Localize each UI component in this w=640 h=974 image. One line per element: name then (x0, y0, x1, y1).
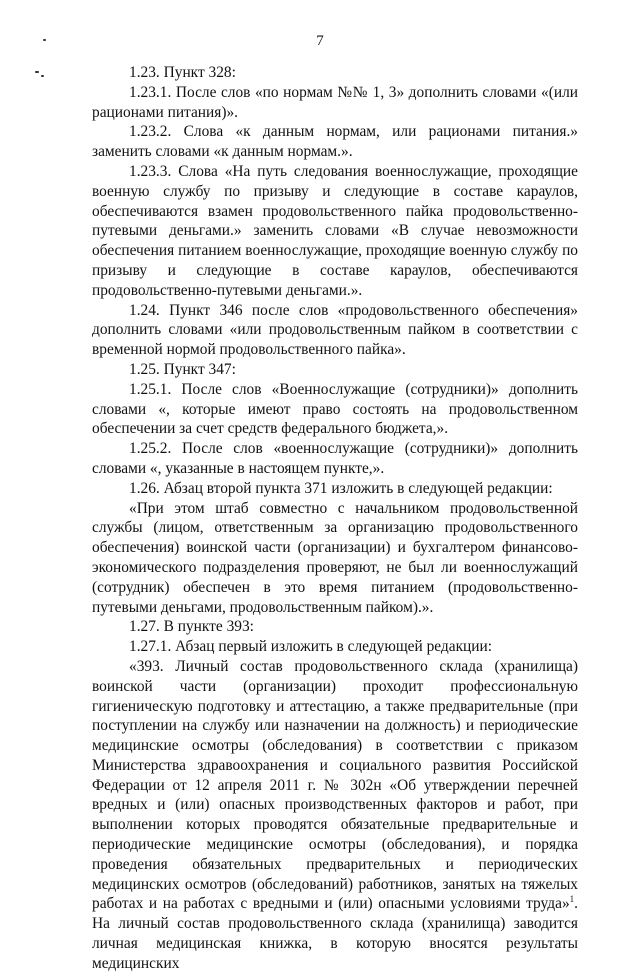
paragraph-393-text: «393. Личный состав продовольственного склада (хранилища) воинской части (организации) проходит профессиональную гигиеническую подготовку и аттестацию, а также предварительные (при поступлении на службу или назначении на должность) и периодические медицинские осмотры (обследования) в соответствии с приказом Министерства здравоохранения и социального развития Российской Федерации от 12 апреля 2011 г. № 302н «Об утверждении перечней вредных и (или) опасных производственных факторов и работ, при выполнении которых проводятся обязательные предварительные и периодические медицинские осмотры (обследования), и порядка проведения обязательных предварительных и периодических медицинских осмотров (обследований) работников, занятых на тяжелых работах и на работах с вредными и (или) опасными условиями труда» (92, 657, 578, 913)
paragraph-1-23-1: 1.23.1. После слов «по нормам №№ 1, 3» дополнить словами «(или рационами питания)». (92, 83, 578, 121)
paragraph-1-25-1: 1.25.1. После слов «Военнослужащие (сотрудники)» дополнить словами «, которые имеют право состоять на продовольственном обеспечении за счет средств федерального бюджета,». (92, 380, 578, 438)
paragraph-1-23-3: 1.23.3. Слова «На путь следования военнослужащие, проходящие военную службу по призыву и следующие в составе караулов, обеспечиваются взамен продовольственного пайка продовольственно-путевыми деньгами.» заменить словами «В случае невозможности обеспечения питанием военнослужащие, проходящие военную службу по призыву и следующие в составе караулов, обеспечиваются продовольственно-путевыми деньгами.». (92, 162, 578, 299)
paragraph-1-23: 1.23. Пункт 328: (129, 64, 236, 81)
paragraph-1-26-quote: «При этом штаб совместно с начальником продовольственной службы (лицом, ответственным за организацию продовольственного обеспечения) воинской части (организации) и бухгалтером финансово-экономического подразделения проверяют, не был ли военнослужащий (сотрудник) обеспечен в это время питанием (продовольственно-путевыми деньгами, продовольственным пайком).». (92, 499, 578, 616)
paragraph-1-23-2: 1.23.2. Слова «к данным нормам, или рационами питания.» заменить словами «к данным нормам.». (92, 123, 578, 161)
paragraph-393 (92, 657, 578, 974)
page-number: 7 (316, 33, 324, 49)
footnote-reference: 1 (569, 894, 575, 905)
document-body (92, 63, 578, 974)
scan-speck-lower (41, 75, 44, 77)
paragraph-1-27-1: 1.27.1. Абзац первый изложить в следующей редакции: (129, 638, 493, 656)
paragraph-1-27: 1.27. В пункте 393: (129, 618, 254, 636)
scan-speck-middle (35, 71, 39, 73)
paragraph-1-24: 1.24. Пункт 346 после слов «продовольственного обеспечения» дополнить словами «или продовольственным пайком в соответствии с временной нормой продовольственного пайка». (92, 301, 578, 359)
paragraph-1-25-2: 1.25.2. После слов «военнослужащие (сотрудники)» дополнить словами «, указанные в настоящем пункте,». (92, 440, 578, 477)
paragraph-1-26: 1.26. Абзац второй пункта 371 изложить в следующей редакции: (129, 479, 553, 497)
paragraph-1-25: 1.25. Пункт 347: (129, 360, 236, 378)
paragraph-393-continuation: . На личный состав продовольственного склада (хранилища) заводится личная медицинская книжка, в которую вносятся результаты медицинских (92, 895, 578, 972)
